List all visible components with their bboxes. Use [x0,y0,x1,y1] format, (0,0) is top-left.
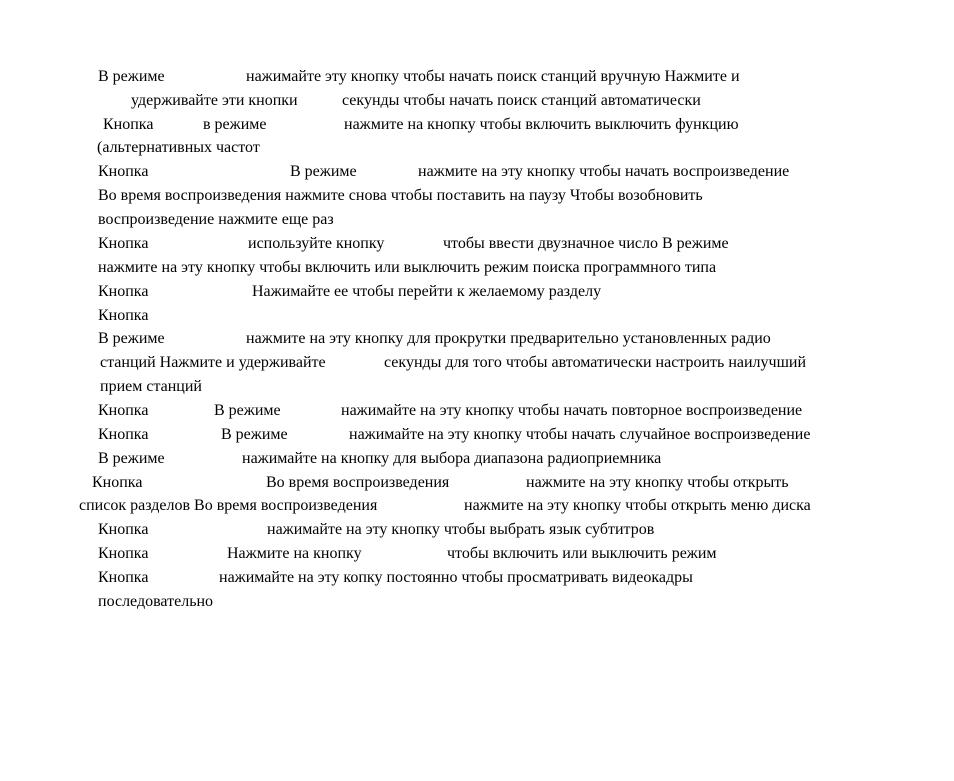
text-segment: Кнопка [103,116,154,133]
text-segment: Кнопка [98,426,149,443]
text-line [0,449,954,471]
text-segment: Нажимайте ее чтобы перейти к желаемому разделу [252,283,602,300]
text-segment: В режиме [98,450,165,467]
text-line [0,67,954,89]
text-line [0,353,954,375]
text-segment: в режиме [203,116,267,133]
text-segment: Кнопка [98,307,149,324]
text-segment: воспроизведение нажмите еще раз [98,211,334,228]
text-line [0,91,954,113]
text-segment: нажмите на эту кнопку чтобы открыть [526,474,789,491]
text-segment: Кнопка [98,163,149,180]
text-line [0,568,954,590]
text-segment: нажмите на эту кнопку чтобы начать воспроизведение [418,163,790,180]
text-segment: Нажмите на кнопку [227,545,362,562]
text-segment: нажмите на эту кнопку чтобы открыть меню диска [464,497,811,514]
text-segment: станций Нажмите и удерживайте [100,354,326,371]
text-segment: Во время воспроизведения нажмите снова чтобы поставить на паузу Чтобы возобновить [98,187,703,204]
text-line [0,425,954,447]
text-segment: чтобы включить или выключить режим [447,545,717,562]
text-segment: Кнопка [98,521,149,538]
text-line [0,473,954,495]
text-segment: чтобы ввести двузначное число В режиме [443,235,729,252]
text-segment: нажимайте на эту кнопку чтобы начать случайное воспроизведение [349,426,811,443]
text-segment: прием станций [100,378,202,395]
text-line [0,234,954,256]
text-segment: (альтернативных частот [97,139,260,156]
text-segment: нажимайте на эту кнопку чтобы выбрать язык субтитров [267,521,655,538]
text-line [0,401,954,423]
text-segment: удерживайте эти кнопки [131,92,298,109]
text-segment: Кнопка [98,402,149,419]
text-segment: нажмите на эту кнопку чтобы включить или выключить режим поиска программного типа [98,259,717,276]
text-segment: В режиме [221,426,288,443]
text-segment: В режиме [214,402,281,419]
text-line [0,282,954,304]
text-segment: секунды для того чтобы автоматически настроить наилучший [384,354,807,371]
text-line [0,520,954,542]
text-segment: нажмите на эту кнопку для прокрутки предварительно установленных радио [246,330,771,347]
text-segment: В режиме [98,330,165,347]
text-segment: нажимайте эту кнопку чтобы начать поиск станций вручную Нажмите и [246,68,740,85]
text-line [0,544,954,566]
text-line [0,115,954,137]
text-segment: В режиме [98,68,165,85]
text-line [0,210,954,232]
text-segment: нажимайте на эту кнопку чтобы начать повторное воспроизведение [341,402,803,419]
text-segment: список разделов Во время воспроизведения [79,497,378,514]
text-segment: нажмите на кнопку чтобы включить выключить функцию [344,116,739,133]
text-segment: секунды чтобы начать поиск станций автоматически [342,92,701,109]
text-segment: Кнопка [98,545,149,562]
text-segment: Кнопка [92,474,143,491]
text-segment: используйте кнопку [248,235,385,252]
text-line [0,162,954,184]
text-segment: Кнопка [98,283,149,300]
text-line [0,186,954,208]
text-segment: нажимайте на эту копку постоянно чтобы просматривать видеокадры [219,569,693,586]
text-line [0,258,954,280]
text-line [0,496,954,518]
text-line [0,377,954,399]
text-line [0,592,954,614]
text-line [0,329,954,351]
text-segment: В режиме [290,163,357,180]
text-line [0,306,954,328]
text-segment: Кнопка [98,235,149,252]
text-segment: нажимайте на кнопку для выбора диапазона радиоприемника [242,450,662,467]
text-segment: Кнопка [98,569,149,586]
text-line [0,138,954,160]
text-segment: Во время воспроизведения [266,474,450,491]
text-segment: последовательно [98,593,214,610]
